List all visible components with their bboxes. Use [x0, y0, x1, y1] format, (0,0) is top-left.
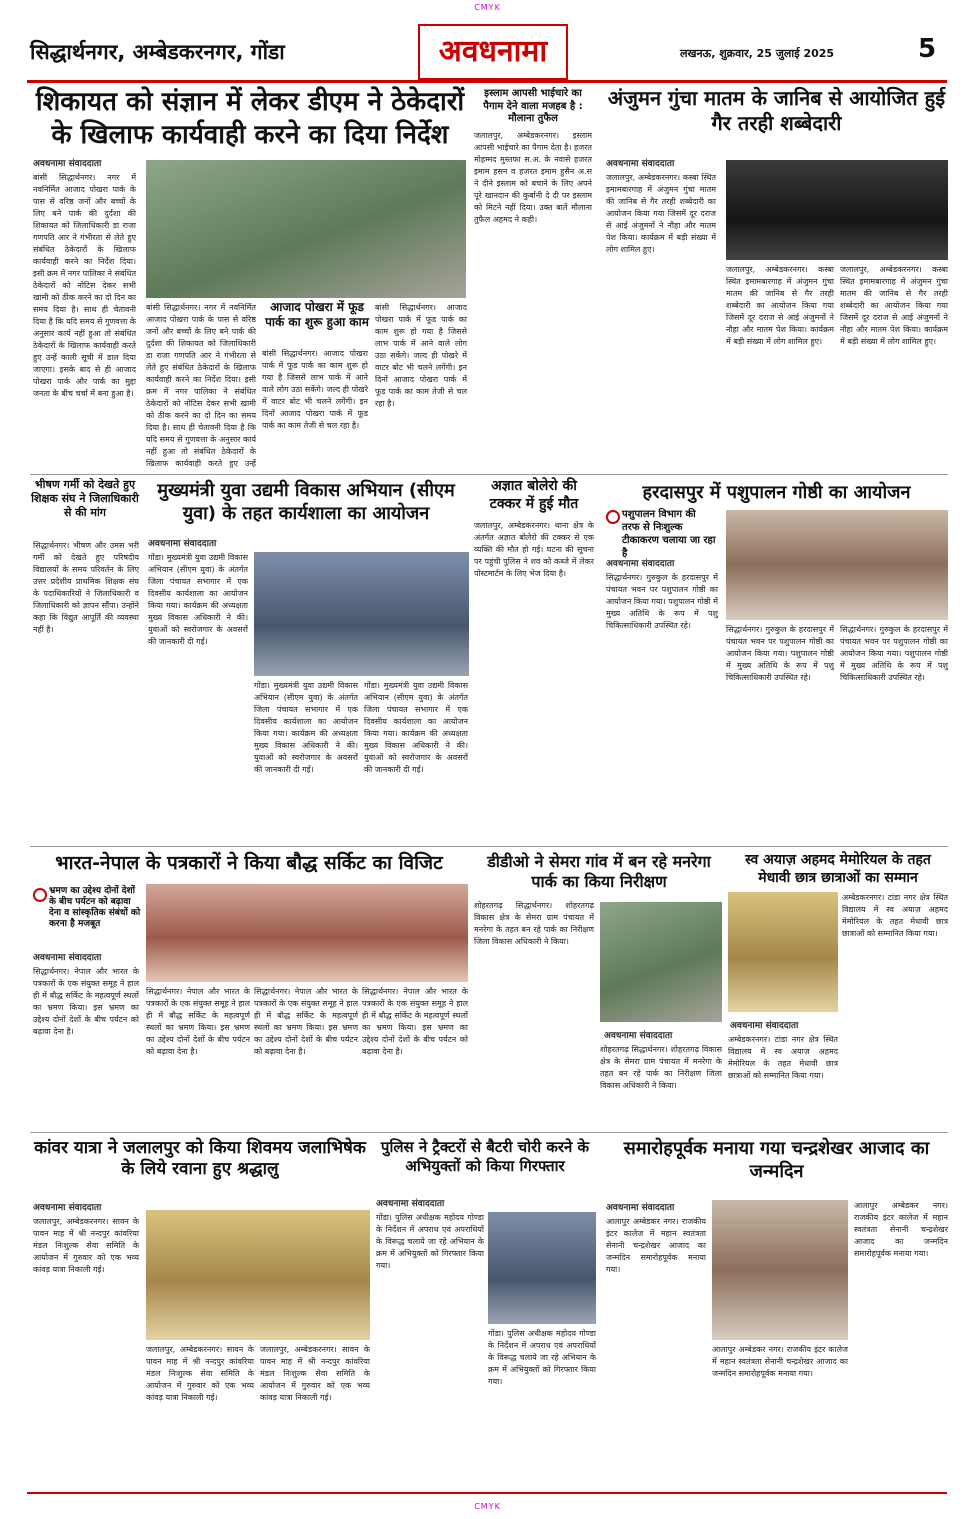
article-body: बांसी सिद्धार्थनगर। नगर में नवनिर्मित आजाद पोखरा पार्क के पास से वरिष्ठ जनों और बच्चों के लिए बने पार्क की दुर्दशा की शिकायत को जिलाधिकारी डा राजा गणपति आर ने गंभीरता से लेते हुए संबंधित ठेकेदारों के खिलाफ कार्यवाही करने का निर्देश दिया। इसी क्रम में नगर पालिका ने संबंधित ठेकेदारों को नोटिस देकर सभी खामी को ठीक करने का दो दिन का समय दिया है। साथ ही चेतावनी दिया है कि यदि समय से गुणवत्ता के अनुसार कार्य नहीं हुआ तो संबंधित ठेकेदारों के खिलाफ कार्यवाही करते हुए उन्हें [146, 303, 256, 468]
byline: अवधनामा संवाददाता [730, 1021, 799, 1031]
article-headline: मुख्यमंत्री युवा उद्यमी विकास अभियान (सीएम युवा) के तहत कार्यशाला का आयोजन [157, 480, 455, 524]
page-number: 5 [918, 34, 937, 64]
park-photo [146, 160, 466, 298]
article-body: सिद्धार्थनगर। नेपाल और भारत के पत्रकारों के एक संयुक्त समूह ने हाल ही में बौद्ध सर्किट के महत्वपूर्ण स्थलों का भ्रमण किया। इस भ्रमण का उद्देश्य दोनों देशों के बीच पर्यटन को बढ़ावा देना है। [33, 967, 139, 1036]
article-body: जलालपुर, अम्बेडकरनगर। कस्बा स्थित इमामबारगाह में अंजुमन गुंचा मातम की जानिब से गैर तरही शब्बेदारी का आयोजन किया गया जिसमें दूर दराज से आई अंजुमनों ने नौहा और मातम पेश किया। कार्यक्रम में बड़ी संख्या में लोग शामिल हुए। [840, 265, 948, 346]
article-body: सिद्धार्थनगर। नेपाल और भारत के पत्रकारों के एक संयुक्त समूह ने हाल ही में बौद्ध सर्किट के महत्वपूर्ण स्थलों का भ्रमण किया। इस भ्रमण का उद्देश्य दोनों देशों के बीच पर्यटन को बढ़ावा देना है। [146, 987, 250, 1056]
byline: अवधनामा संवाददाता [606, 159, 675, 169]
article-body: सिद्धार्थनगर। गुरुकुल के हरदासपुर में पंचायत भवन पर पशुपालन गोष्ठी का आयोजन किया गया। पशुपालन गोष्ठी में मुख्य अतिथि के रूप में पशु चिकित्साधिकारी उपस्थित रहे। [606, 573, 718, 630]
article-headline: पुलिस ने ट्रैक्टरों से बैटरी चोरी करने के अभियुक्तों को किया गिरफ्तार [380, 1138, 590, 1175]
article-note: भ्रमण का उद्देश्य दोनों देशों के बीच पर्यटन को बढ़ावा देना व सांस्कृतिक संबंधों को करना है मजबूत [33, 886, 143, 930]
article-note: पशुपालन विभाग की तरफ से निःशुल्क टीकाकरण चलाया जा रहा है [606, 508, 716, 560]
article-body: जलालपुर, अम्बेडकरनगर। थाना क्षेत्र के अंतर्गत अज्ञात बोलेरो की टक्कर से एक व्यक्ति की मौत हो गई। घटना की सूचना पर पहुंची पुलिस ने शव को कब्जे में लेकर पोस्टमार्टम के लिए भेज दिया है। [474, 521, 594, 578]
article-body: सिद्धार्थनगर। गुरुकुल के हरदासपुर में पंचायत भवन पर पशुपालन गोष्ठी का आयोजन किया गया। पशुपालन गोष्ठी में मुख्य अतिथि के रूप में पशु चिकित्साधिकारी उपस्थित रहे। [840, 625, 948, 682]
byline: अवधनामा संवाददाता [604, 1031, 673, 1041]
article-body: बांसी सिद्धार्थनगर। आजाद पोखरा पार्क में फूड पार्क का काम शुरू हो गया है जिससे लाभ पार्क में आने वाले लोग उठा सकेंगे। जल्द ही पोखरे में वाटर बोट भी चलने लगेंगी। इन दिनों आजाद पोखरा पार्क में फूड पार्क का काम तेजी से चल रहा है। [375, 303, 467, 408]
article-body: जलालपुर, अम्बेडकरनगर। सावन के पावन माह में श्री नन्दपुर कांवरिया मंडल निःशुल्क सेवा समिति के आयोजन में गुरुवार को एक भव्य कांवड़ यात्रा निकाली गई। [146, 1345, 254, 1402]
byline: अवधनामा संवाददाता [606, 1203, 675, 1213]
article-body: जलालपुर, अम्बेडकरनगर। सावन के पावन माह में श्री नन्दपुर कांवरिया मंडल निःशुल्क सेवा समिति के आयोजन में गुरुवार को एक भव्य कांवड़ यात्रा निकाली गई। [260, 1345, 370, 1402]
byline: अवधनामा संवाददाता [376, 1199, 445, 1209]
byline: अवधनामा संवाददाता [148, 539, 217, 549]
byline: अवधनामा संवाददाता [606, 559, 675, 569]
article-body: जलालपुर, अम्बेडकरनगर। कस्बा स्थित इमामबारगाह में अंजुमन गुंचा मातम की जानिब से गैर तरही शब्बेदारी का आयोजन किया गया जिसमें दूर दराज से आई अंजुमनों ने नौहा और मातम पेश किया। कार्यक्रम में बड़ी संख्या में लोग शामिल हुए। [726, 265, 834, 346]
article-body: गोंडा। मुख्यमंत्री युवा उद्यमी विकास अभियान (सीएम युवा) के अंतर्गत जिला पंचायत सभागार में एक दिवसीय कार्यशाला का आयोजन किया गया। कार्यक्रम की अध्यक्षता मुख्य विकास अधिकारी ने की। युवाओं को स्वरोजगार के अवसरों की जानकारी दी गई। [364, 681, 468, 774]
cmyk-mark-top: CMYK [474, 3, 501, 12]
header-rule [27, 80, 947, 83]
kanwar-photo [146, 1210, 370, 1340]
section-divider [30, 474, 948, 475]
article-body: आलापुर अम्बेडकर नगर। राजकीय इंटर कालेज में महान स्वतंत्रता सेनानी चन्द्रशेखर आजाद का जन्मदिन समारोहपूर्वक मनाया गया। [606, 1217, 706, 1274]
article-body: जलालपुर, अम्बेडकरनगर। सावन के पावन माह में श्री नन्दपुर कांवरिया मंडल निःशुल्क सेवा समिति के आयोजन में गुरुवार को एक भव्य कांवड़ यात्रा निकाली गई। [33, 1217, 139, 1274]
article-body: सिद्धार्थनगर। भीषण और उमस भरी गर्मी को देखते हुए परिषदीय विद्यालयों के समय परिवर्तन के लिए उत्तर प्रदेशीय प्राथमिक शिक्षक संघ के पदाधिकारियों ने जिलाधिकारी व जिलाधिकारी को ज्ञापन सौंपा। उन्होंने कहा कि विद्युत आपूर्ति की व्यवस्था नहीं है। [33, 541, 139, 634]
article-body: आलापुर अम्बेडकर नगर। राजकीय इंटर कालेज में महान स्वतंत्रता सेनानी चन्द्रशेखर आजाद का जन्मदिन समारोहपूर्वक मनाया गया। [854, 1201, 948, 1258]
byline: अवधनामा संवाददाता [33, 1203, 102, 1213]
section-divider [30, 1132, 948, 1133]
article-body: शोहरतगढ़ सिद्धार्थनगर। शोहरतगढ़ विकास क्षेत्र के सेमरा ग्राम पंचायत में मनरेगा के तहत बन रहे पार्क का निरीक्षण जिला विकास अधिकारी ने किया। [474, 901, 594, 946]
article-body: जलालपुर, अम्बेडकरनगर। कस्बा स्थित इमामबारगाह में अंजुमन गुंचा मातम की जानिब से गैर तरही शब्बेदारी का आयोजन किया गया जिसमें दूर दराज से आई अंजुमनों ने नौहा और मातम पेश किया। कार्यक्रम में बड़ी संख्या में लोग शामिल हुए। [606, 173, 716, 254]
article-headline: शिकायत को संज्ञान में लेकर डीएम ने ठेकेदारों के खिलाफ कार्यवाही करने का दिया निर्देश [35, 87, 465, 150]
journalists-photo [146, 884, 468, 982]
article-body: बांसी सिद्धार्थनगर। नगर में नवनिर्मित आजाद पोखरा पार्क के पास से वरिष्ठ जनों और बच्चों के लिए बने पार्क की दुर्दशा की शिकायत को जिलाधिकारी डा राजा गणपति आर ने गंभीरता से लेते हुए संबंधित ठेकेदारों के खिलाफ कार्यवाही करने का निर्देश दिया। इसी क्रम में नगर पालिका ने संबंधित ठेकेदारों को नोटिस देकर सभी खामी को ठीक करने का दो दिन का समय दिया है। साथ ही चेतावनी दिया है कि यदि समय से गुणवत्ता के अनुसार कार्य नहीं हुआ तो संबंधित ठेकेदारों के खिलाफ कार्यवाही करते हुए उन्हें काली सूची में डाल दिया जाएगा। इसके बाद से ही आजाद पोखरा पार्क और पार्क का मुद्दा जनता के बीच चर्चा में बना हुआ है। [33, 173, 136, 398]
article-body: गोंडा। मुख्यमंत्री युवा उद्यमी विकास अभियान (सीएम युवा) के अंतर्गत जिला पंचायत सभागार में एक दिवसीय कार्यशाला का आयोजन किया गया। कार्यक्रम की अध्यक्षता मुख्य विकास अधिकारी ने की। युवाओं को स्वरोजगार के अवसरों की जानकारी दी गई। [254, 681, 358, 774]
celebration-photo [712, 1200, 848, 1340]
article-headline: भीषण गर्मी को देखते हुए शिक्षक संघ ने जिलाधिकारी से की मांग [31, 478, 139, 519]
goshthi-photo [726, 510, 948, 620]
article-body: अम्बेडकरनगर। टांडा नगर क्षेत्र स्थित विद्यालय में स्व अयाज़ अहमद मेमोरियल के तहत मेधावी छात्र छात्राओं को सम्मानित किया गया। [842, 893, 948, 938]
newspaper-logo: अवधनामा [418, 24, 568, 80]
award-photo [728, 892, 838, 1012]
article-headline: अंजुमन गुंचा मातम के जानिब से आयोजित हुई गैर तरही शब्बेदारी [607, 86, 946, 135]
article-body: गोंडा। पुलिस अधीक्षक महोदय गोण्डा के निर्देशन में अपराध एवं अपराधियों के विरूद्ध चलाये जा रहे अभियान के क्रम में अभियुक्तों को गिरफ्तार किया गया। [376, 1213, 484, 1270]
article-body: सिद्धार्थनगर। गुरुकुल के हरदासपुर में पंचायत भवन पर पशुपालन गोष्ठी का आयोजन किया गया। पशुपालन गोष्ठी में मुख्य अतिथि के रूप में पशु चिकित्साधिकारी उपस्थित रहे। [726, 625, 834, 682]
byline: अवधनामा संवाददाता [33, 953, 102, 963]
arrest-photo [488, 1212, 596, 1324]
article-body: सिद्धार्थनगर। नेपाल और भारत के पत्रकारों के एक संयुक्त समूह ने हाल ही में बौद्ध सर्किट के महत्वपूर्ण स्थलों का भ्रमण किया। इस भ्रमण का उद्देश्य दोनों देशों के बीच पर्यटन को बढ़ावा देना है। [254, 987, 358, 1056]
article-headline: भारत-नेपाल के पत्रकारों ने किया बौद्ध सर्किट का विजिट [55, 852, 443, 874]
article-subheading: आजाद पोखरा में फूड पार्क का शुरू हुआ काम [262, 300, 372, 330]
article-body: गोंडा। पुलिस अधीक्षक महोदय गोण्डा के निर्देशन में अपराध एवं अपराधियों के विरूद्ध चलाये जा रहे अभियान के क्रम में अभियुक्तों को गिरफ्तार किया गया। [488, 1329, 596, 1386]
edition-date: लखनऊ, शुक्रवार, 25 जुलाई 2025 [680, 47, 835, 60]
article-body: बांसी सिद्धार्थनगर। आजाद पोखरा पार्क में फूड पार्क का काम शुरू हो गया है जिससे लाभ पार्क में आने वाले लोग उठा सकेंगे। जल्द ही पोखरे में वाटर बोट भी चलने लगेंगी। इन दिनों आजाद पोखरा पार्क में फूड पार्क का काम तेजी से चल रहा है। [262, 349, 368, 430]
event-photo [726, 160, 948, 260]
section-divider [30, 846, 948, 847]
article-headline: कांवर यात्रा ने जलालपुर को किया शिवमय जलाभिषेक के लिये रवाना हुए श्रद्धालु [34, 1138, 366, 1180]
article-headline: स्व अयाज़ अहमद मेमोरियल के तहत मेधावी छात्र छात्राओं का सम्मान [745, 852, 931, 886]
article-body: सिद्धार्थनगर। नेपाल और भारत के पत्रकारों के एक संयुक्त समूह ने हाल ही में बौद्ध सर्किट के महत्वपूर्ण स्थलों का भ्रमण किया। इस भ्रमण का उद्देश्य दोनों देशों के बीच पर्यटन को बढ़ावा देना है। [362, 987, 468, 1056]
article-body: अम्बेडकरनगर। टांडा नगर क्षेत्र स्थित विद्यालय में स्व अयाज़ अहमद मेमोरियल के तहत मेधावी छात्र छात्राओं को सम्मानित किया गया। [728, 1035, 838, 1080]
article-headline: अज्ञात बोलेरो की टक्कर में हुई मौत [489, 478, 579, 512]
footer-rule [27, 1492, 947, 1494]
byline: अवधनामा संवाददाता [33, 159, 102, 169]
article-body: जलालपुर, अम्बेडकरनगर। इस्लाम आपसी भाईचारे का पैगाम देता है। हजरत मोहम्मद मुस्तफा स.अ. के नवासे हजरत इमाम हसन व हजरत इमाम हुसैन अ.स ने दीने इस्लाम को बचाने के लिए अपने पूरे खानदान की कुर्बानी दे दी पर इस्लाम को मिटने नहीं दिया। उक्त बातें मौलाना तुफैल अहमद ने कही। [474, 131, 592, 224]
cmyk-mark-bottom: CMYK [474, 1502, 501, 1511]
article-headline: समारोहपूर्वक मनाया गया चन्द्रशेखर आजाद का जन्मदिन [623, 1138, 930, 1182]
section-title: सिद्धार्थनगर, अम्बेडकरनगर, गोंडा [30, 40, 285, 64]
park-inspection-photo [600, 902, 722, 1022]
article-body: शोहरतगढ़ सिद्धार्थनगर। शोहरतगढ़ विकास क्षेत्र के सेमरा ग्राम पंचायत में मनरेगा के तहत बन रहे पार्क का निरीक्षण जिला विकास अधिकारी ने किया। [600, 1045, 722, 1090]
article-headline: हरदासपुर में पशुपालन गोष्ठी का आयोजन [642, 482, 911, 503]
workshop-photo [254, 552, 469, 676]
article-body: आलापुर अम्बेडकर नगर। राजकीय इंटर कालेज में महान स्वतंत्रता सेनानी चन्द्रशेखर आजाद का जन्मदिन समारोहपूर्वक मनाया गया। [712, 1345, 848, 1378]
article-body: गोंडा। मुख्यमंत्री युवा उद्यमी विकास अभियान (सीएम युवा) के अंतर्गत जिला पंचायत सभागार में एक दिवसीय कार्यशाला का आयोजन किया गया। कार्यक्रम की अध्यक्षता मुख्य विकास अधिकारी ने की। युवाओं को स्वरोजगार के अवसरों की जानकारी दी गई। [148, 553, 248, 646]
article-headline: डीडीओ ने सेमरा गांव में बन रहे मनरेगा पार्क का किया निरीक्षण [487, 852, 711, 891]
article-headline: इस्लाम आपसी भाईचारे का पैगाम देने वाला मजहब है : मौलाना तुफैल [483, 88, 583, 124]
